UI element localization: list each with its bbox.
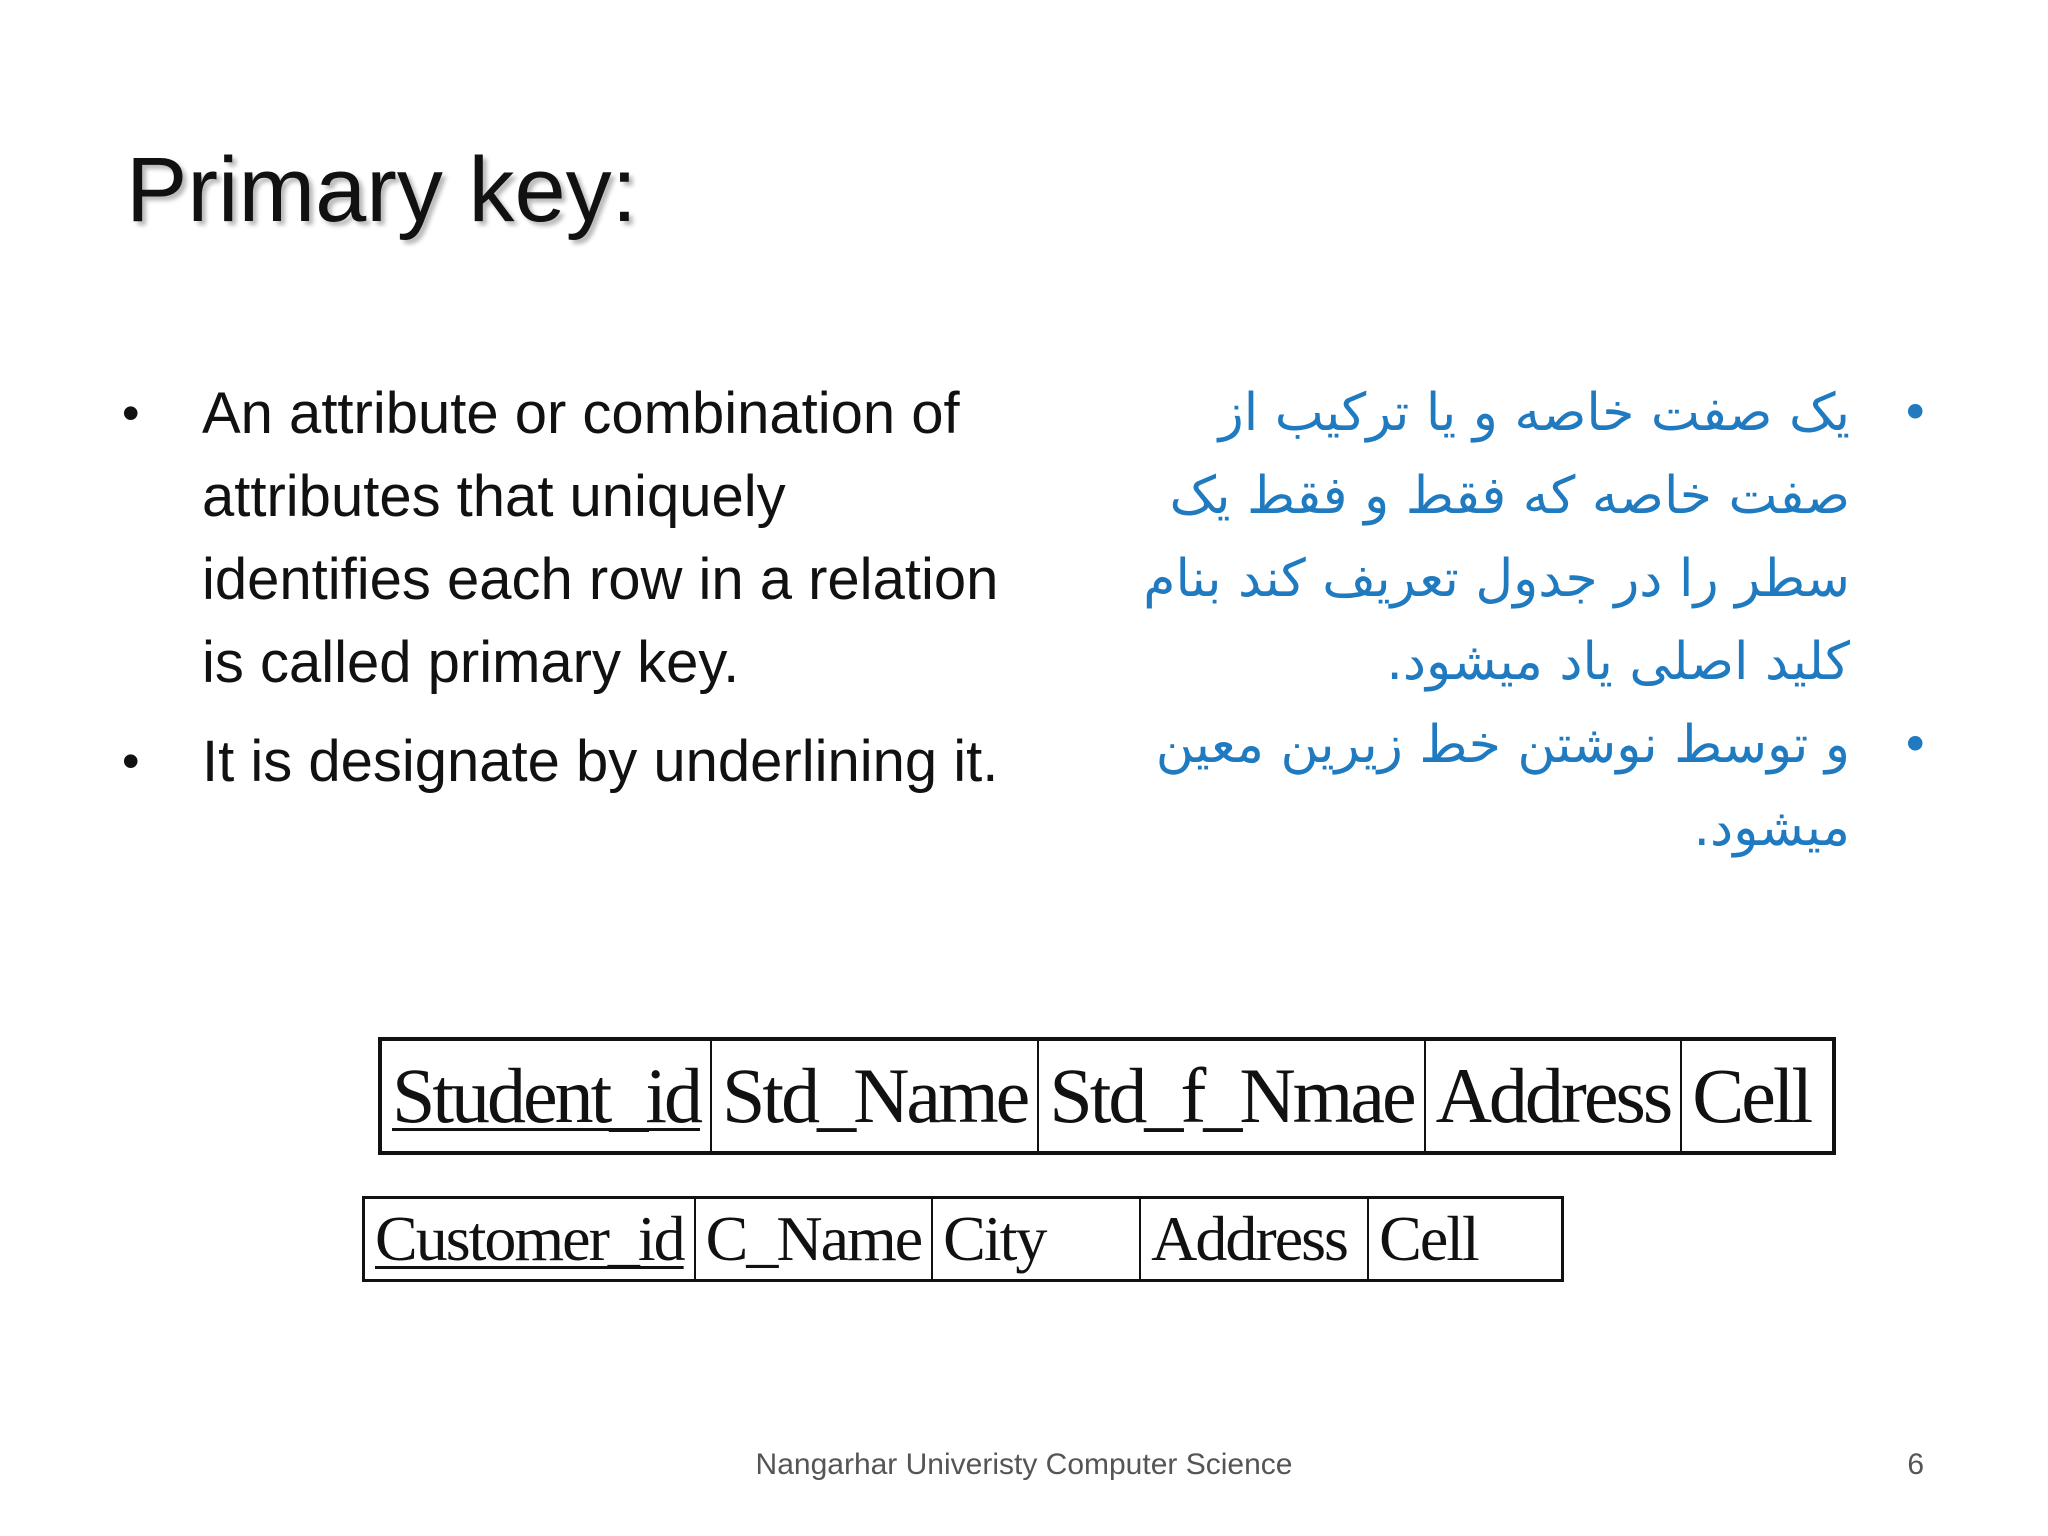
table-row <box>380 1039 1834 1153</box>
table-row <box>364 1198 1563 1281</box>
page-number: 6 <box>1907 1448 1924 1481</box>
bullet-text: و توسط نوشتن خط زیرین معین میشود. <box>1155 715 1850 858</box>
bullet-item <box>120 372 1000 704</box>
table-cell: Cell <box>1681 1039 1834 1153</box>
student-table <box>378 1037 1836 1155</box>
slide-footer: Nangarhar Univeristy Computer Science <box>755 1448 1293 1481</box>
table-cell: City <box>932 1198 1140 1281</box>
table-cell: Address <box>1425 1039 1682 1153</box>
table-cell: Std_f_Nmae <box>1038 1039 1424 1153</box>
table-cell: C_Name <box>695 1198 933 1281</box>
pashto-bullet-list <box>1100 372 1930 870</box>
bullet-text: یک صفت خاصه و یا ترکیب از صفت خاصه که فقط و فقط یک سطر را در جدول تعریف کند بنام کلید اصلی یاد میشود. <box>1143 383 1850 692</box>
bullet-icon: • <box>122 733 140 789</box>
table-cell: Cell <box>1368 1198 1563 1281</box>
slide-title: Primary key: <box>126 139 638 241</box>
bullet-item <box>1100 372 1930 704</box>
table-cell: Std_Name <box>711 1039 1038 1153</box>
bullet-icon: • <box>1900 716 1930 774</box>
bullet-icon: • <box>1900 384 1930 442</box>
bullet-item <box>120 720 1000 803</box>
customer-table <box>362 1196 1564 1282</box>
english-bullet-list <box>120 372 1000 819</box>
primary-key-cell: Student_id <box>380 1039 711 1153</box>
bullet-icon: • <box>122 385 140 441</box>
table-cell: Address <box>1140 1198 1368 1281</box>
bullet-text: An attribute or combination of attributes that uniquely identifies each row in a relation is called primary key. <box>202 381 999 695</box>
bullet-item <box>1100 704 1930 870</box>
bullet-text: It is designate by underlining it. <box>202 729 999 794</box>
primary-key-cell: Customer_id <box>364 1198 695 1281</box>
